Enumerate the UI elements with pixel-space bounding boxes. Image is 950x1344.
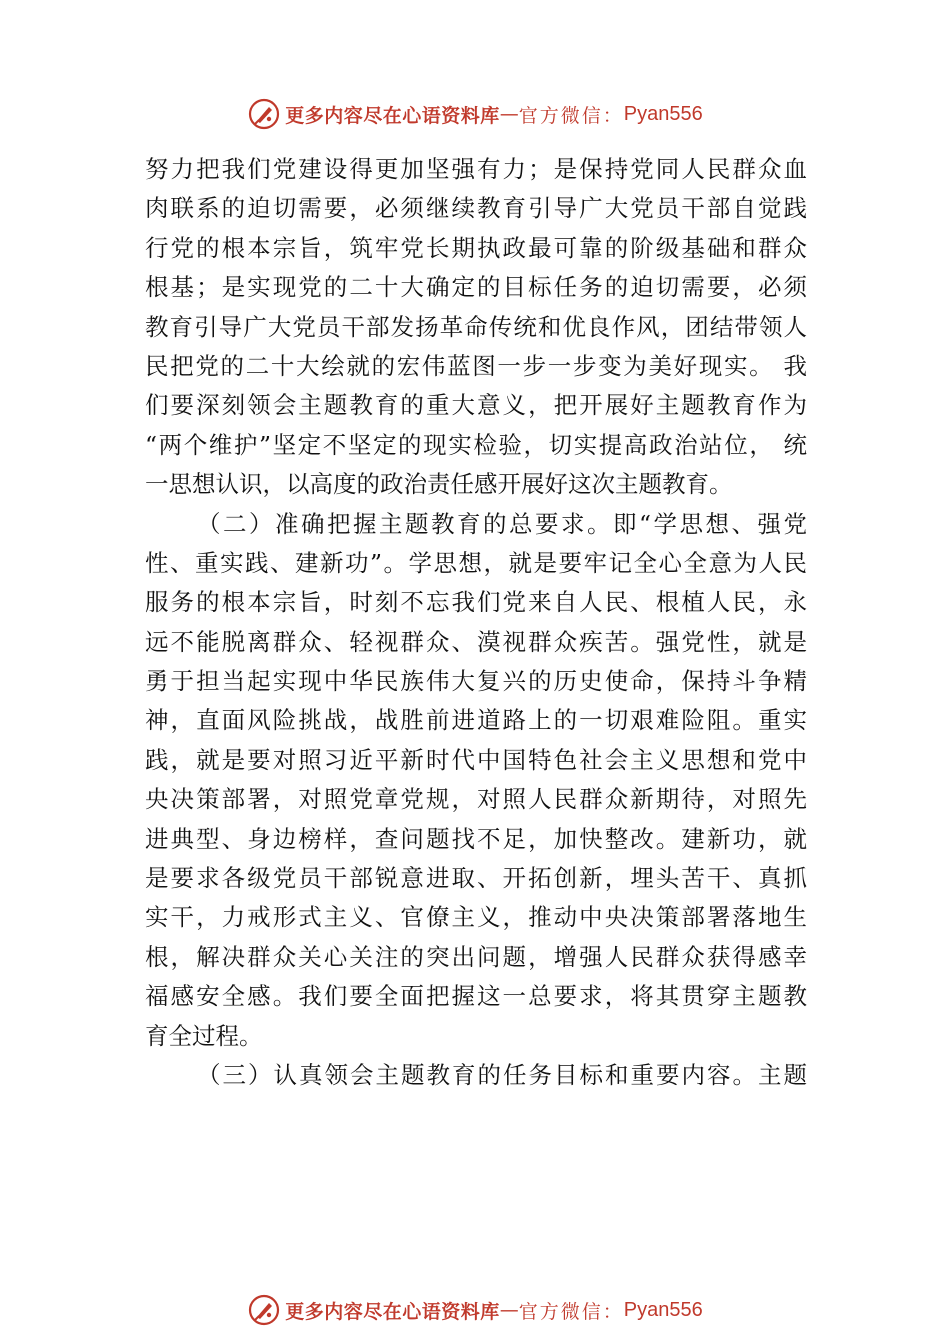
text-line: （三）认真领会主题教育的任务目标和重要内容。主题 — [197, 1060, 807, 1089]
text-line: 进典型、身边榜样，查问题找不足，加快整改。建新功，就 — [145, 824, 807, 853]
watermark-wechat-id: Pyan556 — [623, 102, 703, 125]
text-line: 性、重实践、建新功”。学思想，就是要牢记全心全意为人民 — [145, 548, 807, 577]
document-body — [145, 150, 807, 1095]
text-line: 远不能脱离群众、轻视群众、漠视群众疾苦。强党性，就是 — [145, 627, 807, 656]
watermark-footer — [0, 1290, 950, 1330]
text-line: 肉联系的迫切需要，必须继续教育引导广大党员干部自觉践 — [145, 194, 807, 223]
text-line: 勇于担当起实现中华民族伟大复兴的历史使命，保持斗争精 — [145, 667, 807, 696]
text-line: 服务的根本宗旨，时刻不忘我们党来自人民、根植人民，永 — [145, 588, 807, 617]
watermark-wechat-id: Pyan556 — [623, 1298, 703, 1321]
watermark-label: 官方微信： — [518, 1300, 624, 1323]
text-line: 根基；是实现党的二十大确定的目标任务的迫切需要，必须 — [145, 273, 807, 302]
text-line: 民把党的二十大绘就的宏伟蓝图一步一步变为美好现实。 我 — [145, 351, 807, 380]
text-line: 根，解决群众关心关注的突出问题，增强人民群众获得感幸 — [145, 942, 807, 971]
text-line: 是要求各级党员干部锐意进取、开拓创新，埋头苦干、真抓 — [145, 864, 807, 893]
text-line: 福感安全感。我们要全面把握这一总要求，将其贯穿主题教 — [145, 982, 807, 1011]
paragraph-2 — [145, 505, 807, 1056]
paragraph-3 — [145, 1056, 807, 1095]
text-line: 努力把我们党建设得更加坚强有力；是保持党同人民群众血 — [145, 155, 807, 183]
watermark-header — [0, 94, 950, 134]
text-line: “两个维护”坚定不坚定的现实检验，切实提高政治站位， 统 — [145, 430, 807, 459]
text-line: 实干，力戒形式主义、官僚主义，推动中央决策部署落地生 — [145, 903, 807, 932]
text-line: 们要深刻领会主题教育的重大意义，把开展好主题教育作为 — [145, 391, 807, 420]
watermark-label: 官方微信： — [518, 104, 624, 127]
text-line: 教育引导广大党员干部发扬革命传统和优良作风，团结带领人 — [145, 312, 807, 341]
text-line: 行党的根本宗旨，筑牢党长期执政最可靠的阶级基础和群众 — [145, 233, 807, 262]
pen-nib-seal-icon — [247, 1293, 281, 1327]
watermark-brand: 更多内容尽在心语资料库 — [285, 1300, 500, 1323]
text-line: 央决策部署，对照党章党规，对照人民群众新期待，对照先 — [145, 785, 807, 814]
watermark-brand: 更多内容尽在心语资料库 — [285, 104, 500, 127]
pen-nib-seal-icon — [247, 97, 281, 131]
text-line: 育全过程。 — [145, 1021, 263, 1050]
watermark-dash: — — [499, 1299, 519, 1321]
text-line: 践，就是要对照习近平新时代中国特色社会主义思想和党中 — [145, 745, 807, 774]
text-line: 一思想认识，以高度的政治责任感开展好这次主题教育。 — [145, 470, 733, 499]
text-line: （二）准确把握主题教育的总要求。即“学思想、强党 — [197, 509, 807, 538]
text-line: 神，直面风险挑战，战胜前进道路上的一切艰难险阻。重实 — [145, 706, 807, 735]
watermark-dash: — — [499, 103, 519, 125]
paragraph-1 — [145, 150, 807, 505]
